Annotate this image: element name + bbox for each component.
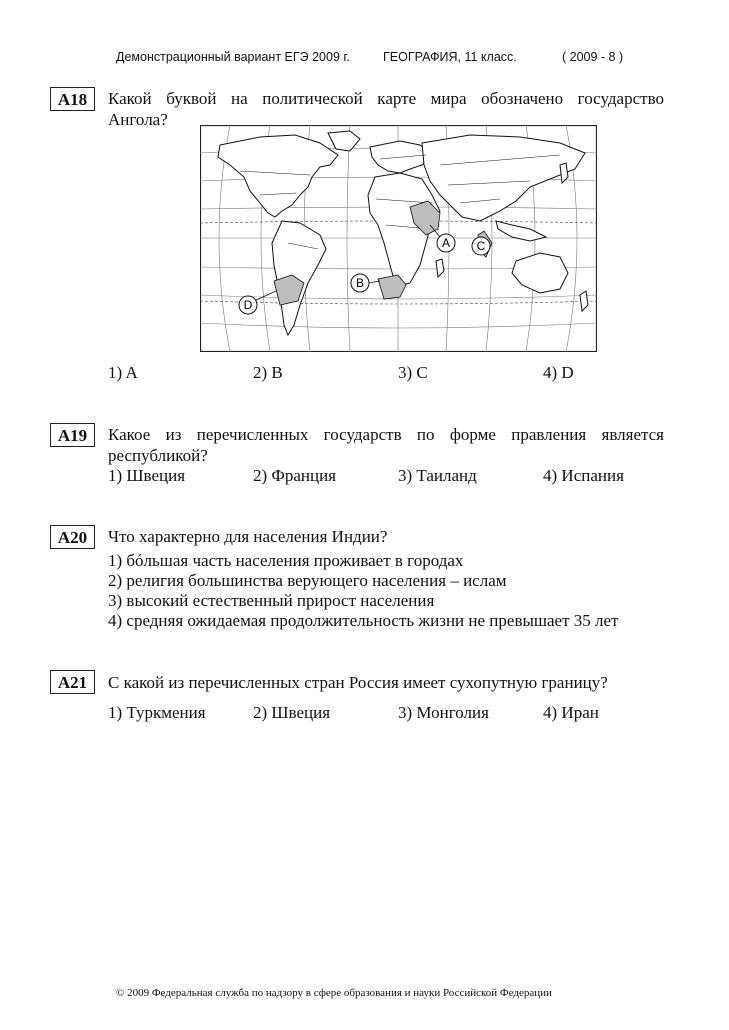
header-page: ( 2009 - 8 ) <box>562 50 624 64</box>
question-number-a20: A20 <box>50 525 95 549</box>
option-a21-1[interactable]: 1) Туркмения <box>108 703 206 722</box>
option-a19-4[interactable]: 4) Испания <box>543 466 624 485</box>
option-a19-1[interactable]: 1) Швеция <box>108 466 186 485</box>
question-a18-text <box>108 88 664 130</box>
question-number-a19: A19 <box>50 423 95 447</box>
option-a21-3[interactable]: 3) Монголия <box>398 703 489 722</box>
option-a18-1[interactable]: 1) A <box>108 363 138 382</box>
option-a18-4[interactable]: 4) D <box>543 363 574 382</box>
option-a21-2[interactable]: 2) Швеция <box>253 703 331 722</box>
option-a18-3[interactable]: 3) C <box>398 363 428 382</box>
map-marker-c <box>472 237 490 255</box>
question-a19-text <box>108 424 664 466</box>
question-a18-line-1: Какой буквой на политической карте мира обозначено государство <box>108 89 664 108</box>
map-label-c: C <box>476 239 486 253</box>
map-label-a: A <box>441 236 451 250</box>
question-a19-line-2: республикой? <box>108 446 208 465</box>
question-a18-line-2: Ангола? <box>108 110 168 129</box>
header-variant: Демонстрационный вариант ЕГЭ 2009 г. <box>116 50 350 64</box>
option-a21-4[interactable]: 4) Иран <box>543 703 599 722</box>
footer-copyright: © 2009 Федеральная служба по надзору в сфере образования и науки Российской Федерации <box>116 987 552 999</box>
option-a20-2[interactable]: 2) религия большинства верующего населения – ислам <box>108 571 507 590</box>
option-a20-4[interactable]: 4) средняя ожидаемая продолжительность жизни не превышает 35 лет <box>108 611 619 630</box>
header-subject: ГЕОГРАФИЯ, 11 класс. <box>383 50 517 64</box>
map-label-b: B <box>355 276 365 290</box>
question-a21-text: С какой из перечисленных стран Россия имеет сухопутную границу? <box>108 673 608 692</box>
question-a20-text: Что характерно для населения Индии? <box>108 527 388 546</box>
option-a18-2[interactable]: 2) B <box>253 363 283 382</box>
option-a20-3[interactable]: 3) высокий естественный прирост населения <box>108 591 435 610</box>
question-number-a18: A18 <box>50 87 95 111</box>
option-a19-2[interactable]: 2) Франция <box>253 466 336 485</box>
question-number-a21: A21 <box>50 670 95 694</box>
option-a20-1[interactable]: 1) бóльшая часть населения проживает в городах <box>108 551 464 570</box>
question-a19-line-1: Какое из перечисленных государств по форме правления является <box>108 425 664 444</box>
option-a19-3[interactable]: 3) Таиланд <box>398 466 477 485</box>
world-political-map <box>200 125 597 352</box>
map-label-d: D <box>243 298 253 312</box>
